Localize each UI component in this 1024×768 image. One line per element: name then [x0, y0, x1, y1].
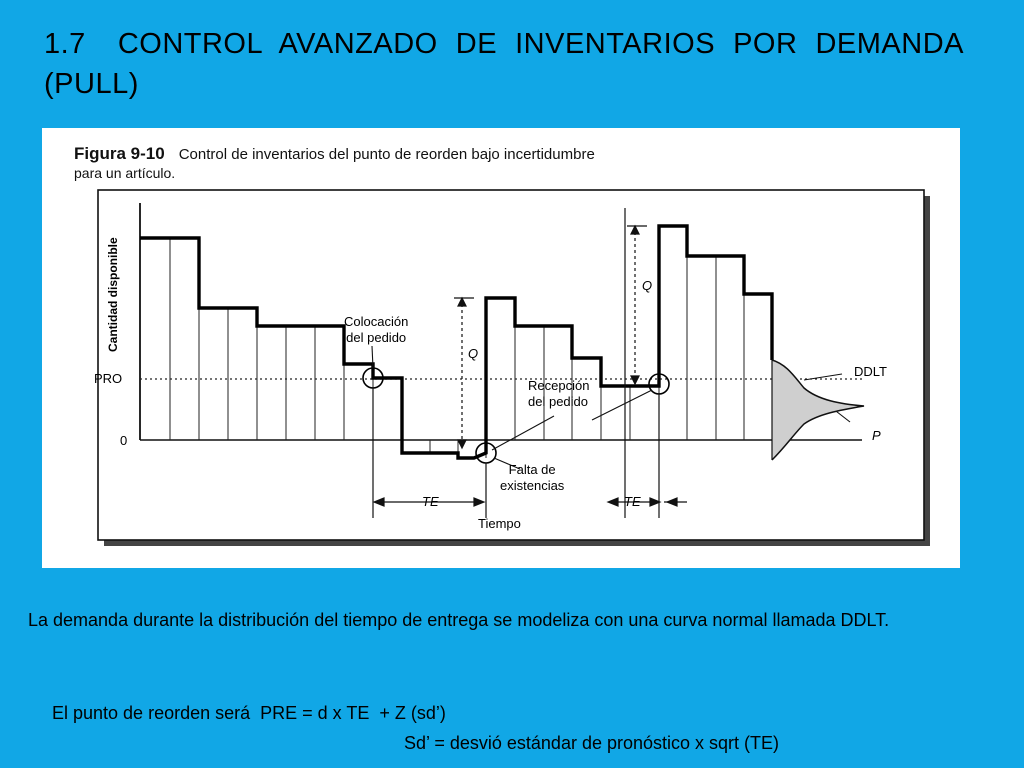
- label-q-1: Q: [468, 346, 479, 361]
- figure-caption-text: Control de inventarios del punto de reorden bajo incertidumbre: [178, 146, 595, 163]
- annotation-colocacion-line1: Colocación: [344, 314, 409, 329]
- figure-image: [42, 128, 960, 568]
- figure-caption-sub: para un artículo.: [74, 165, 176, 181]
- annotation-falta-line1: Falta de: [508, 462, 556, 477]
- figure-label: Figura 9-10: [74, 144, 165, 163]
- annotation-recepcion: [528, 378, 589, 410]
- label-te-2: TE: [624, 494, 641, 509]
- title-text: CONTROL AVANZADO DE INVENTARIOS POR DEMANDA (PULL): [44, 28, 964, 100]
- label-p: P: [872, 428, 881, 443]
- annotation-colocacion-line2: del pedido: [346, 330, 407, 345]
- tick-pro: PRO: [94, 371, 123, 386]
- label-te-1: TE: [422, 494, 439, 509]
- title-number: 1.7: [44, 28, 86, 60]
- tick-zero: 0: [120, 433, 128, 448]
- annotation-recepcion-line1: Recepción: [528, 378, 590, 393]
- figure-caption: [74, 146, 595, 181]
- x-axis-label: Tiempo: [478, 516, 521, 531]
- label-q-2: Q: [642, 278, 653, 293]
- body-text: La demanda durante la distribución del tiempo de entrega se modeliza con una curva normal llamada DDLT.: [28, 610, 890, 630]
- formula-reorder-point: El punto de reorden será PRE = d x TE + Z (sd’): [52, 703, 446, 723]
- annotation-falta: [500, 462, 564, 494]
- inventory-diagram: [42, 128, 960, 568]
- label-ddlt: DDLT: [854, 364, 887, 379]
- annotation-colocacion: [344, 314, 408, 346]
- annotation-recepcion-line2: del pedido: [528, 394, 588, 409]
- formula-std-dev: Sd’ = desvió estándar de pronóstico x sqrt (TE): [404, 733, 780, 753]
- slide-title: [44, 24, 964, 104]
- y-axis-label: Cantidad disponible: [106, 237, 120, 352]
- annotation-falta-line2: existencias: [500, 478, 565, 493]
